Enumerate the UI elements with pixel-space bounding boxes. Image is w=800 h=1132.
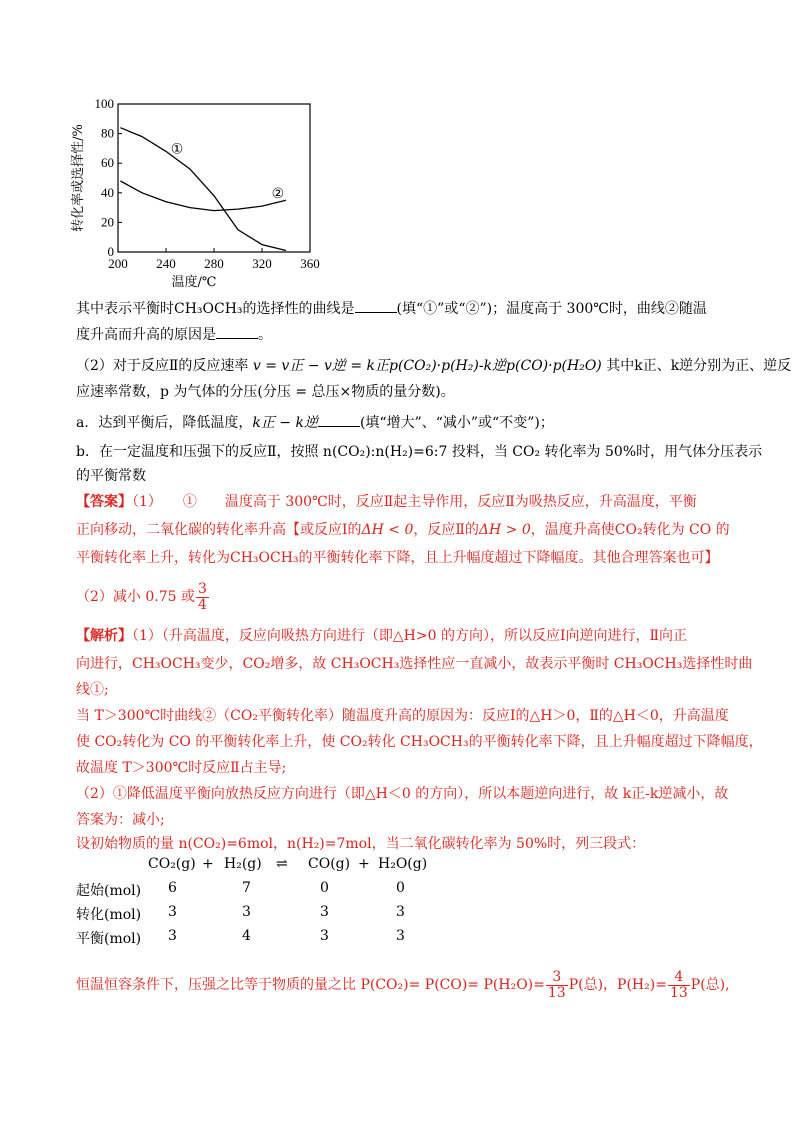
y-tick-label: 40 xyxy=(101,184,114,200)
x-tick-label: 280 xyxy=(204,256,224,271)
answer-blank[interactable] xyxy=(355,298,397,313)
table-header-cell: H₂(g) xyxy=(224,856,262,872)
analysis-line2: 向进行，CH₃OCH₃变少，CO₂增多，故 CH₃OCH₃选择性应一直减小，故表示平衡时 CH₃OCH₃选择性时曲 xyxy=(76,656,753,672)
x-tick-label: 360 xyxy=(300,256,320,271)
answer-text: （2）减小 0.75 或 xyxy=(76,589,195,606)
x-tick-label: 320 xyxy=(252,256,272,271)
answer-blank[interactable] xyxy=(216,324,258,339)
table-header-cell: + xyxy=(202,856,214,872)
q2-b-line1: b．在一定温度和压强下的反应Ⅱ，按照 n(CO₂):n(H₂)=6:7 投料，当 CO₂ 转化率为 50%时，用气体分压表示 xyxy=(76,444,763,460)
q2-b-line2: 的平衡常数 xyxy=(76,468,146,484)
table-cell: 7 xyxy=(242,880,251,896)
q2-line2: 应速率常数，p 为气体的分压(分压 = 总压×物质的量分数)。 xyxy=(76,384,455,400)
x-axis-label: 温度/℃ xyxy=(171,275,217,290)
analysis-label: 【解析】 xyxy=(76,628,132,644)
table-header-cell: H₂O(g) xyxy=(378,856,428,872)
analysis-line6: 故温度 T＞300℃时反应Ⅱ占主导; xyxy=(76,760,287,776)
analysis-line9: 设初始物质的量 n(CO₂)=6mol，n(H₂)=7mol，当二氧化碳转化率为 50%时，列三段式： xyxy=(76,836,646,852)
y-tick-label: 60 xyxy=(101,155,114,171)
table-cell: 3 xyxy=(396,904,405,920)
table-cell: 4 xyxy=(242,928,251,944)
q1-line1 xyxy=(76,298,707,319)
fraction-denominator: 13 xyxy=(669,984,688,1001)
x-tick-label: 240 xyxy=(156,256,176,271)
q2-text: 其中k正、k逆分别为正、逆反 xyxy=(606,358,792,374)
table-cell: 3 xyxy=(168,928,177,944)
q2-text: （2）对于反应Ⅱ的反应速率 xyxy=(76,358,249,374)
q1-text: (填“①”或“②”)；温度高于 300℃时，曲线②随温 xyxy=(396,301,707,317)
q1-text: 度升高而升高的原因是 xyxy=(76,327,216,343)
analysis-text: 恒温恒容条件下，压强之比等于物质的量之比 P(CO₂)= P(CO)= P(H₂O)= xyxy=(76,977,545,994)
answer-text: （1） ① 温度高于 300℃时，反应Ⅱ起主导作用，反应Ⅱ为吸热反应，升高温度，平衡 xyxy=(132,494,697,510)
analysis-line10 xyxy=(76,970,730,1000)
table-cell: 3 xyxy=(168,904,177,920)
table-header-cell: CO(g) xyxy=(308,856,351,872)
k-expression: k正 − k逆 xyxy=(252,415,318,431)
chem-formula: CH₃OCH₃ xyxy=(174,301,243,317)
q2a-text: a．达到平衡后，降低温度， xyxy=(76,415,253,431)
table-row-label: 转化(mol) xyxy=(76,907,142,923)
q2-a xyxy=(76,412,554,433)
y-tick-label: 20 xyxy=(101,214,114,230)
delta-h: ΔH > 0 xyxy=(478,522,531,538)
q2-line1 xyxy=(76,356,791,376)
fraction-numerator: 3 xyxy=(197,581,207,597)
x-tick-label: 200 xyxy=(108,256,128,271)
table-cell: 0 xyxy=(396,880,405,896)
answer-text: 正向移动，二氧化碳的转化率升高【或反应Ⅰ的 xyxy=(76,522,362,538)
table-cell: 3 xyxy=(396,928,405,944)
answer-line4 xyxy=(76,582,210,612)
fraction xyxy=(196,582,209,612)
y-tick-label: 0 xyxy=(107,244,114,259)
delta-h: ΔH < 0 xyxy=(361,522,414,538)
answer-label: 【答案】 xyxy=(76,494,132,510)
q1-line2 xyxy=(76,324,272,345)
analysis-line3: 线①; xyxy=(76,682,109,698)
analysis-text: P(总), xyxy=(690,977,730,994)
table-cell: 3 xyxy=(242,904,251,920)
plot-frame xyxy=(118,104,310,252)
rate-formula: v = v正 − v逆 = k正p(CO₂)·p(H₂)-k逆p(CO)·p(H₂O) xyxy=(252,358,602,374)
analysis-line5: 使 CO₂转化为 CO 的平衡转化率上升，使 CO₂转化 CH₃OCH₃的平衡转化率下降，且上升幅度超过下降幅度， xyxy=(76,734,763,750)
selectivity-chart xyxy=(60,88,330,298)
fraction xyxy=(668,970,690,1000)
q1-text: 其中表示平衡时 xyxy=(76,301,174,317)
fraction xyxy=(546,970,568,1000)
table-row-label: 起始(mol) xyxy=(76,883,142,899)
table-header-cell: ⇌ xyxy=(276,856,288,872)
analysis-line1 xyxy=(76,626,687,646)
analysis-line4: 当 T＞300℃时曲线②（CO₂平衡转化率）随温度升高的原因为：反应Ⅰ的△H＞0，Ⅱ的△H＜0，升高温度 xyxy=(76,708,729,724)
answer-text: ，反应Ⅱ的 xyxy=(413,522,479,538)
fraction-denominator: 13 xyxy=(547,984,566,1001)
series-line-2 xyxy=(120,181,286,211)
analysis-text: （1）（升高温度，反应向吸热方向进行（即△H>0 的方向），所以反应Ⅰ向逆向进行，Ⅱ向正 xyxy=(132,628,688,644)
answer-line3: 平衡转化率上升，转化为CH₃OCH₃的平衡转化率下降，且上升幅度超过下降幅度。其他合理答案也可】 xyxy=(76,550,719,566)
table-row-label: 平衡(mol) xyxy=(76,931,142,947)
series-line-1 xyxy=(120,128,286,251)
q2a-text: (填“增大”、“减小”或“不变”)； xyxy=(359,415,554,431)
analysis-text: P(总)，P(H₂)= xyxy=(568,977,667,994)
series-label-2: ② xyxy=(271,185,285,202)
fraction-numerator: 3 xyxy=(546,970,568,986)
analysis-line7: （2）①降低温度平衡向放热反应方向进行（即△H＜0 的方向），所以本题逆向进行，故 k正-k逆减小，故 xyxy=(76,786,729,802)
table-header-cell: + xyxy=(358,856,370,872)
table-cell: 0 xyxy=(320,880,329,896)
chart-svg xyxy=(60,88,330,298)
q1-text: 。 xyxy=(258,327,272,343)
table-cell: 3 xyxy=(320,928,329,944)
y-axis-label: 转化率或选择性/% xyxy=(71,124,86,232)
table-header-cell: CO₂(g) xyxy=(148,856,196,872)
y-tick-label: 80 xyxy=(101,125,114,141)
series-label-1: ① xyxy=(170,141,184,158)
table-cell: 3 xyxy=(320,904,329,920)
analysis-line8: 答案为：减小; xyxy=(76,812,165,828)
answer-text: ，温度升高使CO₂转化为 CO 的 xyxy=(530,522,730,538)
answer-line1 xyxy=(76,492,697,512)
fraction-numerator: 4 xyxy=(668,970,690,986)
y-tick-label: 100 xyxy=(94,96,114,111)
answer-blank[interactable] xyxy=(318,412,360,427)
fraction-denominator: 4 xyxy=(197,596,207,613)
q1-text: 的选择性的曲线是 xyxy=(242,301,355,317)
table-cell: 6 xyxy=(168,880,177,896)
answer-line2 xyxy=(76,520,730,540)
